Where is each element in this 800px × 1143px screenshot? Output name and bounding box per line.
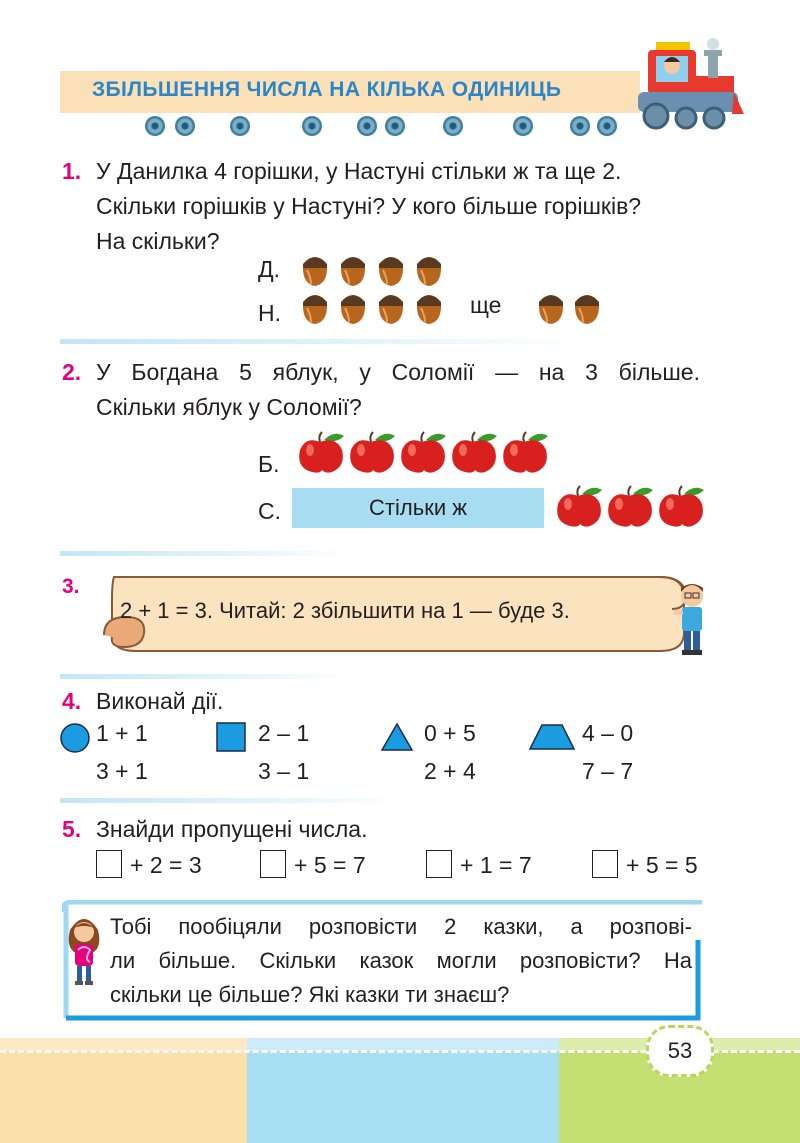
- note-line: скільки це більше? Які казки ти знаєш?: [110, 982, 510, 1007]
- nut-icon: [300, 288, 330, 324]
- task2-number: 2.: [62, 359, 82, 385]
- expr-2-bottom: 3 – 1: [258, 758, 310, 784]
- task2-line2: Скільки яблук у Соломії?: [96, 394, 362, 420]
- apple-icon: [298, 430, 346, 474]
- row-s-label: С.: [258, 498, 281, 524]
- answer-box[interactable]: [96, 850, 122, 878]
- nut-icon: [572, 288, 602, 324]
- nut-icon: [536, 288, 566, 324]
- note-line: ли більше. Скільки казок могли розповісти? На: [110, 948, 692, 973]
- apple-icon: [607, 484, 655, 528]
- answer-box[interactable]: [592, 850, 618, 878]
- apple-row-extra: [556, 484, 716, 534]
- nut-icon: [414, 250, 444, 286]
- answer-box[interactable]: [426, 850, 452, 878]
- apple-icon: [349, 430, 397, 474]
- nut-row-extra: [536, 288, 616, 328]
- extra-word: ще: [470, 292, 502, 318]
- footer-band: [0, 1051, 247, 1143]
- expr-3-top: 0 + 5: [424, 720, 476, 746]
- scroll-text: 2 + 1 = 3. Читай: 2 збільшити на 1 — буде 3.: [120, 598, 570, 623]
- task4-title: Виконай дії.: [96, 688, 224, 714]
- apple-row-b: [298, 430, 558, 480]
- apple-icon: [556, 484, 604, 528]
- expr-3-bottom: 2 + 4: [424, 758, 476, 784]
- separator: [60, 551, 350, 556]
- train-illustration: [634, 36, 746, 136]
- footer-band: [247, 1051, 559, 1143]
- note-line: Тобі пообіцяли розповісти 2 казки, а розпові-: [110, 914, 692, 939]
- task3-number: 3.: [62, 575, 80, 598]
- expr-2-top: 2 – 1: [258, 720, 310, 746]
- expr-1-top: 1 + 1: [96, 720, 148, 746]
- boy-illustration: [672, 582, 710, 656]
- expr-1-bottom: 3 + 1: [96, 758, 148, 784]
- girl-illustration: [64, 914, 104, 988]
- apple-icon: [451, 430, 499, 474]
- trapezoid-icon: [528, 722, 576, 752]
- task1-line2: Скільки горішків у Настуні? У кого більше горішків?: [96, 193, 642, 219]
- separator: [60, 339, 580, 344]
- task1-line3: На скільки?: [96, 228, 220, 254]
- separator: [60, 674, 350, 679]
- answer-box[interactable]: [260, 850, 286, 878]
- apple-icon: [400, 430, 448, 474]
- nut-icon: [376, 288, 406, 324]
- square-icon: [216, 722, 246, 752]
- apple-icon: [658, 484, 706, 528]
- nut-icon: [376, 250, 406, 286]
- note-text: [110, 910, 692, 1012]
- task1-line1: У Данилка 4 горішки, у Настуні стільки ж та ще 2.: [96, 158, 622, 184]
- task5-title: Знайди пропущені числа.: [96, 816, 368, 842]
- row-b-label: Б.: [258, 451, 280, 477]
- task2-line1: У Богдана 5 яблук, у Соломії — на 3 більше.: [96, 359, 700, 385]
- equation-2: + 5 = 7: [294, 852, 366, 878]
- header-dots: [145, 116, 625, 138]
- same-amount-box: Стільки ж: [292, 488, 544, 528]
- apple-icon: [502, 430, 550, 474]
- nut-icon: [300, 250, 330, 286]
- nut-row-d: [300, 250, 460, 290]
- page-title: ЗБІЛЬШЕННЯ ЧИСЛА НА КІЛЬКА ОДИНИЦЬ: [92, 78, 562, 101]
- triangle-icon: [380, 722, 414, 752]
- equation-3: + 1 = 7: [460, 852, 532, 878]
- circle-icon: [59, 722, 91, 754]
- page-number: 53: [646, 1025, 714, 1077]
- row-n-label: Н.: [258, 300, 281, 326]
- nut-row-n: [300, 288, 460, 328]
- task5-number: 5.: [62, 816, 82, 842]
- row-d-label: Д.: [258, 256, 280, 282]
- task1-number: 1.: [62, 158, 82, 184]
- nut-icon: [338, 288, 368, 324]
- expr-4-bottom: 7 – 7: [582, 758, 634, 784]
- expr-4-top: 4 – 0: [582, 720, 634, 746]
- task4-number: 4.: [62, 688, 82, 714]
- equation-1: + 2 = 3: [130, 852, 202, 878]
- separator: [60, 798, 400, 803]
- equation-4: + 5 = 5: [626, 852, 698, 878]
- nut-icon: [338, 250, 368, 286]
- nut-icon: [414, 288, 444, 324]
